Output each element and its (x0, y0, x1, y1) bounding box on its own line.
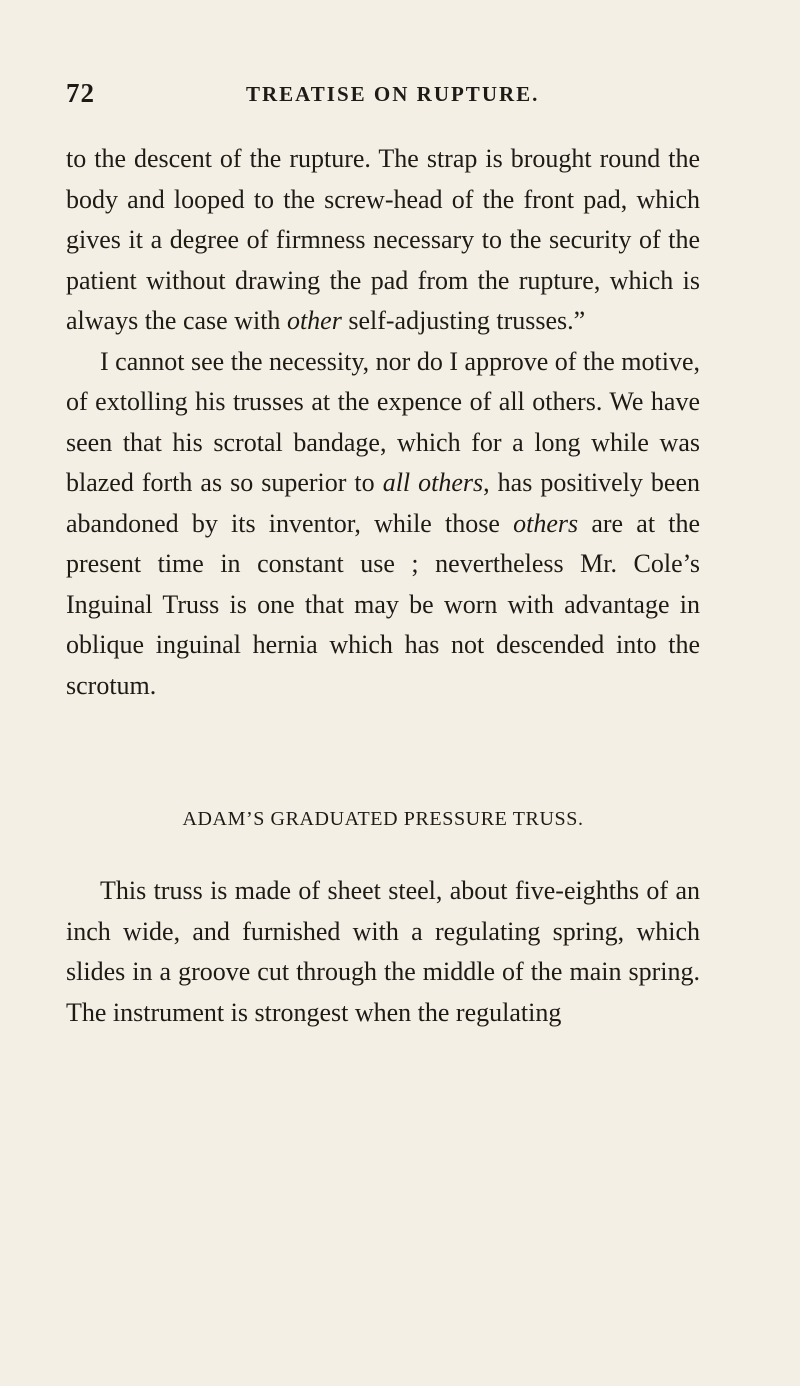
section-body-text (66, 871, 700, 1033)
section-heading: ADAM’S GRADUATED PRESSURE TRUSS. (182, 808, 584, 830)
text-run: , has positively been abandoned by its inventor, while those (66, 468, 700, 538)
body-text (66, 139, 700, 706)
text-run: to the descent of the rupture. The strap is brought round the body and looped to the screw-head of the front pad, which gives it a degree of firmness necessary to the security of the patient without drawing the pad from the rupture, which is always the case with (66, 144, 700, 335)
page-header (66, 78, 706, 112)
text-run: I cannot see the necessity, nor do I approve of the motive, of extolling his trusses at the expence of all others. We have seen that his scrotal bandage, which for a long while was blazed forth as so superior to (66, 346, 700, 497)
text-run: are at the present time in constant use ; nevertheless Mr. Cole’s Inguinal Truss is one that may be worn with advantage in oblique inguinal hernia which has not descended into the scrotum. (66, 508, 701, 700)
italic-text: other (286, 306, 342, 335)
text-run: self-adjusting trusses.” (341, 306, 586, 335)
section-paragraph: This truss is made of sheet steel, about five-eighths of an inch wide, and furnished with a regulating spring, which slides in a groove cut through the middle of the main spring. The instrument is strongest when the regulating (66, 876, 700, 1027)
paragraph (66, 342, 700, 707)
italic-text: all others (382, 468, 484, 497)
page-number: 72 (66, 78, 95, 108)
italic-text: others (513, 508, 579, 538)
running-title: TREATISE ON RUPTURE. (246, 82, 540, 106)
paragraph (66, 139, 700, 342)
